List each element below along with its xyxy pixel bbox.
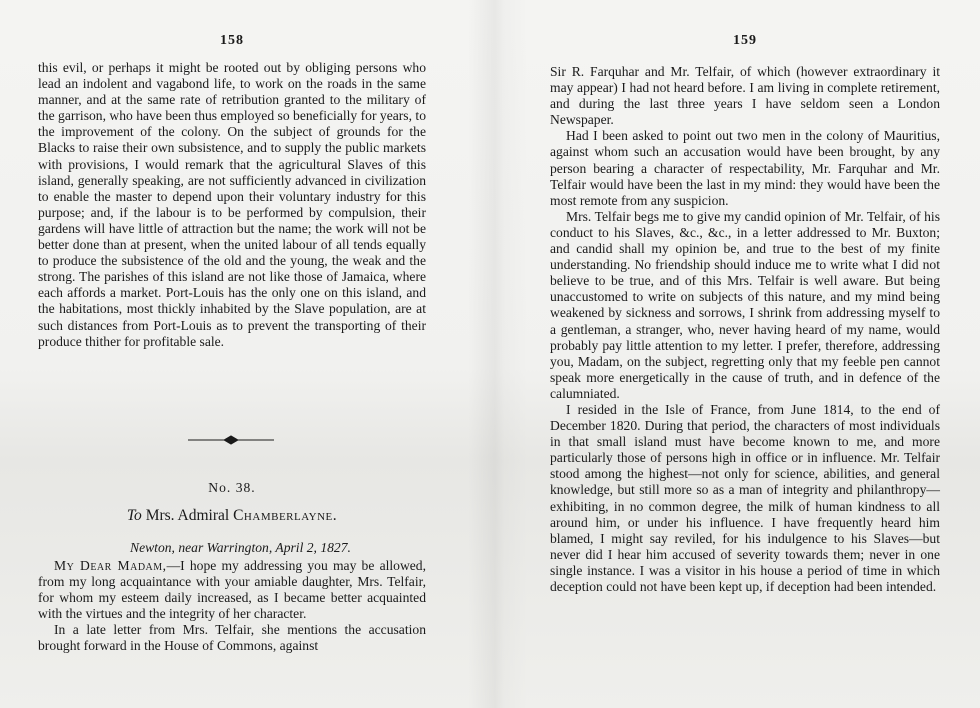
- letter-body: [38, 558, 426, 655]
- right-page: [550, 0, 940, 708]
- addressee-name: Chamberlayne.: [233, 507, 338, 524]
- right-page-text: [550, 64, 940, 595]
- left-page: [38, 0, 426, 708]
- book-gutter: [468, 0, 528, 708]
- paragraph: this evil, or perhaps it might be rooted out by obliging persons who lead an indolent and vagabond life, to work on the roads in the same manner, and at the same rate of retribution granted to the military of the garrison, who have been thus employed so beneficially for years, to the improvement of the colony. On the subject of grounds for the Blacks to raise their own subsistence, and to supply the public markets with provisions, I would remark that the agricultural Slaves of this island, generally speaking, are not sufficiently advanced in civilization to enable the master to depend upon their voluntary industry for this purpose; and, if the labour is to be performed by compulsion, their gardens will have little of attraction but the name; the work will not be better done than at present, when the united labour of all tends equally to produce the subsistence of the old and the young, the weak and the strong. The parishes of this island are not like those of Jamaica, where each affords a market. Port-Louis has the only one on this island, and the habitations, most thickly inhabited by the Slave population, are at such distances from Port-Louis as to prevent the transporting of their produce thither for profitable sale.: [38, 60, 426, 349]
- page-number: 158: [220, 33, 244, 48]
- paragraph: Had I been asked to point out two men in the colony of Mauritius, against whom such an accusation would have been brought, by any person bearing a character of respectability, Mr. Farquhar and Mr. Telfair would have been the last in my mind: they would have been the most remote from any suspicion.: [550, 128, 940, 208]
- paragraph: Sir R. Farquhar and Mr. Telfair, of which (however extraordinary it may appear) I had not heard before. I am living in complete retirement, and during the last three years I have seldom seen a London Newspaper.: [550, 64, 940, 128]
- paragraph: I resided in the Isle of France, from June 1814, to the end of December 1820. During that period, the characters of most individuals in that small island must have become known to me, and more particularly those of persons high in office or in influence. Mr. Telfair stood among the highest—not only for science, abilities, and general knowledge, but still more so as a man of integrity and philanthropy—exhibiting, in no common degree, the milk of human kindness to all around him, or under his influence. I have frequently heard him blamed, I might say reviled, for his indulgence to his Slaves—but never did I hear him accused of severity towards them; never in one single instance. I was a visitor in his house a period of time in which deception could not have been kept up, if deception had been intended.: [550, 401, 940, 594]
- page-number: 159: [733, 33, 757, 48]
- letter-number: No. 38.: [208, 480, 256, 495]
- section-divider-ornament: [188, 433, 274, 447]
- letter-addressee: [38, 507, 426, 525]
- paragraph: [38, 558, 426, 622]
- letter-dateline: Newton, near Warrington, April 2, 1827.: [130, 540, 351, 555]
- addressee-to: To: [126, 507, 142, 524]
- left-page-text: [38, 60, 426, 350]
- paragraph: In a late letter from Mrs. Telfair, she mentions the accusation brought forward in the House of Commons, against: [38, 622, 426, 654]
- salutation: My Dear Madam,: [54, 558, 167, 573]
- addressee-prefix: Mrs. Admiral: [145, 507, 230, 524]
- paragraph-text: —I hope my addressing you may be allowed, from my long acquaintance with your amiable daughter, Mrs. Telfair, for whom my esteem daily increased, as I became better acquainted with the virtues and the integrity of her character.: [38, 558, 427, 622]
- paragraph: Mrs. Telfair begs me to give my candid opinion of Mr. Telfair, of his conduct to his Slaves, &c., &c., in a letter addressed to Mr. Buxton; and candid shall my opinion be, and true to the best of my finite understanding. No friendship should induce me to write what I did not believe to be true, and of this Mrs. Telfair is well aware. But being unaccustomed to write on subjects of this nature, and my mind being weakened by sickness and sorrows, I shrink from addressing myself to a gentleman, a stranger, who, never having heard of my name, would probably pay little attention to my letter. I prefer, therefore, addressing you, Madam, on the subject, regretting only that my feeble pen cannot speak more energetically in the cause of truth, and in defence of the calumniated.: [550, 208, 940, 401]
